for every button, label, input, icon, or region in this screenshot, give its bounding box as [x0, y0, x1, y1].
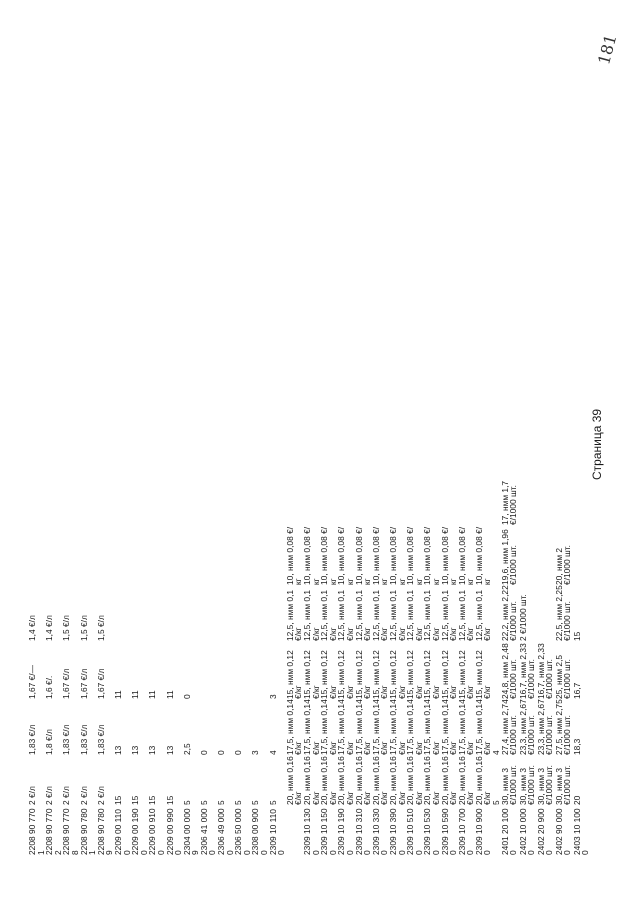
rate-cell: 12,5, нмм 0,1 €/кг [456, 589, 476, 641]
tariff-code-cell: 2208 90 780 9 [95, 808, 115, 855]
tariff-code-cell: 2308 00 900 0 [250, 808, 270, 855]
rate-cell: 16,7 [571, 682, 582, 699]
table-row [62, 175, 79, 855]
rate-cell: 2 €/л [61, 786, 72, 805]
rate-cell: 15, нмм 0,12 €/кг [319, 650, 338, 699]
rate-cell: 3 [250, 750, 261, 755]
rate-cell: 2 €/л [27, 786, 37, 805]
table-row [537, 175, 555, 855]
table-row [389, 175, 406, 855]
rate-cell: 2,5 [181, 743, 192, 755]
table-row [269, 175, 286, 855]
rate-cell: 12,5, нмм 0,1 €/кг [473, 589, 493, 641]
tariff-code-cell: 2306 41 000 0 [198, 808, 218, 855]
table-row [251, 175, 268, 855]
table-row [441, 175, 458, 855]
rate-cell: 1,6 €/. [44, 675, 55, 699]
rate-cell: 5 [267, 800, 278, 805]
rate-cell: 20, нмм 0,16 €/кг [422, 756, 441, 805]
rate-cell: 23,3, нмм 2,67 €/1000 шт. [517, 699, 537, 755]
tariff-code-cell: 2209 00 190 0 [130, 808, 149, 855]
rate-cell: 17,5, нмм 0,14 €/кг [353, 699, 373, 755]
rate-cell: 20, нмм 2 €/1000 шт. [553, 545, 573, 585]
tariff-code-cell: 2309 10 390 0 [387, 808, 407, 855]
table-row [183, 175, 200, 855]
rate-cell: 2 €/л [44, 786, 55, 805]
rate-cell: 3 [267, 694, 278, 699]
rate-cell: 1,67 €/л [78, 668, 89, 699]
rate-cell: 30, нмм 3 €/1000 шт. [499, 765, 519, 805]
rate-cell: 1,5 €/л [61, 615, 72, 641]
rate-cell: 20, нмм 0,16 €/кг [405, 756, 424, 805]
tariff-code-cell: 2309 10 900 0 [473, 808, 493, 855]
rate-cell: 30, нмм 3 €/1000 шт. [535, 765, 555, 805]
rate-cell: 10, нмм 0,08 €/кг [336, 526, 355, 585]
tariff-code-cell: 2309 10 590 0 [439, 808, 459, 855]
rate-cell: 17, нмм 1,7 €/1000 шт. [499, 480, 519, 525]
rate-cell: 12,5, нмм 0,1 €/кг [353, 589, 373, 641]
rate-cell: 5 [216, 800, 227, 805]
table-row [519, 175, 537, 855]
rate-cell: 15 [571, 631, 582, 641]
rate-cell: 15, нмм 0,12 €/кг [422, 650, 441, 699]
rate-cell: 16,7, нмм 2,33 €/1000 шт. [517, 643, 537, 699]
rate-cell: 22,5, нмм 2,25 €/1000 шт. [553, 585, 573, 641]
table-row [114, 175, 131, 855]
rate-cell: 12,5, нмм 0,1 €/кг [302, 589, 321, 641]
rate-cell: 10, нмм 0,08 €/кг [387, 526, 407, 585]
rate-cell: 11 [130, 690, 141, 699]
rate-cell: 27,5, нмм 2,75 €/1000 шт. [553, 699, 573, 755]
rate-cell: 12,5, нмм 0,1 €/кг [284, 589, 304, 641]
rate-cell: 10, нмм 0,08 €/кг [353, 526, 373, 585]
rate-cell: 1,4 €/л [44, 615, 55, 641]
tariff-code-cell: 2402 10 000 0 [517, 808, 537, 855]
rate-cell: 10, нмм 0,08 €/кг [422, 526, 441, 585]
rate-cell: 10, нмм 0,08 €/кг [405, 526, 424, 585]
rate-cell: 5 [233, 800, 244, 805]
rate-cell: 10, нмм 0,08 €/кг [284, 526, 304, 585]
rate-cell: 17,5, нмм 0,14 €/кг [439, 699, 459, 755]
rate-cell: 11 [147, 690, 158, 699]
rate-cell: 12,5, нмм 0,1 €/кг [370, 589, 390, 641]
table-row [97, 175, 114, 855]
rate-cell: 2 €/л [78, 786, 89, 805]
rate-cell: 0 [233, 750, 244, 755]
tariff-code-cell: 2402 90 000 0 [553, 808, 573, 855]
rate-cell: 1,4 €/л [27, 615, 37, 641]
rate-cell: 20, нмм 0,16 €/кг [353, 756, 373, 805]
rate-cell: 1,83 €/л [61, 724, 72, 755]
tariff-code-cell: 2208 90 780 1 [78, 808, 98, 855]
table-row [458, 175, 475, 855]
table-row [80, 175, 97, 855]
rate-cell: 12,5, нмм 0,1 €/кг [336, 589, 355, 641]
rate-cell: 15 [164, 795, 175, 805]
tariff-code-cell: 2309 10 130 0 [302, 808, 321, 855]
table-row [166, 175, 183, 855]
rate-cell: 30, нмм 3 €/1000 шт. [553, 765, 573, 805]
tariff-code-cell: 2208 90 770 2 [44, 808, 63, 855]
rate-cell: 15, нмм 0,12 €/кг [302, 650, 321, 699]
rate-cell: 1,83 €/л [95, 724, 106, 755]
tariff-code-cell: 2306 50 000 0 [233, 808, 252, 855]
rate-cell: 17,5, нмм 0,14 €/кг [284, 699, 304, 755]
rate-cell: 15, нмм 0,12 €/кг [439, 650, 459, 699]
tariff-code-cell: 2402 20 900 0 [535, 808, 555, 855]
handwritten-page-mark: 181 [594, 32, 621, 67]
table-row [555, 175, 573, 855]
tariff-code-cell: 2309 10 150 0 [319, 808, 338, 855]
rate-cell: 12,5, нмм 0,1 €/кг [439, 589, 459, 641]
rate-cell: 17,5, нмм 0,14 €/кг [319, 699, 338, 755]
rate-cell: 15, нмм 0,12 €/кг [353, 650, 373, 699]
table-row [28, 175, 45, 855]
rate-cell: 10, нмм 0,08 €/кг [456, 526, 476, 585]
rate-cell: 15, нмм 0,12 €/кг [456, 650, 476, 699]
rate-cell: 10, нмм 0,08 €/кг [473, 526, 493, 585]
table-row [320, 175, 337, 855]
rate-cell: 15 [130, 795, 141, 805]
tariff-code-cell: 2208 90 770 1 [27, 808, 46, 855]
table-row [475, 175, 492, 855]
table-row [286, 175, 303, 855]
rate-cell: 11 [112, 690, 123, 699]
rate-cell: 17,5, нмм 0,14 €/кг [422, 699, 441, 755]
rate-cell: 23,3, нмм 2,67 €/1000 шт. [535, 699, 555, 755]
rate-cell: 0 [198, 750, 209, 755]
rate-cell: 1,83 €/л [27, 724, 37, 755]
table-row [131, 175, 148, 855]
table-row [423, 175, 440, 855]
tariff-code-cell: 2209 00 110 0 [112, 809, 132, 855]
tariff-code-cell: 2309 10 110 0 [267, 809, 287, 855]
tariff-code-cell: 2309 10 700 0 [456, 808, 476, 855]
rate-cell: 20, нмм 0,16 €/кг [456, 756, 476, 805]
rate-cell: 20, нмм 0,16 €/кг [302, 756, 321, 805]
rate-cell: 4 [491, 750, 502, 755]
tariff-table [28, 175, 590, 855]
rate-cell: 12,5, нмм 0,1 €/кг [387, 589, 407, 641]
rate-cell: 10, нмм 0,08 €/кг [439, 526, 459, 585]
rate-cell: 5 [491, 800, 502, 805]
rate-cell: 1,8 €/л [44, 729, 55, 755]
rate-cell: 5 [181, 800, 192, 805]
rate-cell: 12,5, нмм 0,1 €/кг [319, 589, 338, 641]
rate-cell: 1,5 €/л [78, 615, 89, 641]
table-row [406, 175, 423, 855]
rate-cell: 15, нмм 0,12 €/кг [387, 650, 407, 699]
rate-cell: 17,5, нмм 0,14 €/кг [336, 699, 355, 755]
rate-cell: 2 €/1000 шт. [517, 594, 528, 641]
page-number: Страница 39 [590, 408, 604, 480]
rate-cell: 15, нмм 0,12 €/кг [405, 650, 424, 699]
tariff-code-cell: 2309 10 330 0 [370, 808, 390, 855]
rate-cell: 27,4, нмм 2,74 €/1000 шт. [499, 699, 519, 755]
tariff-code-cell: 2304 00 000 9 [181, 808, 201, 855]
rate-cell: 10, нмм 0,08 €/кг [319, 526, 338, 585]
table-row [355, 175, 372, 855]
tariff-code-cell: 2209 00 990 0 [164, 808, 184, 855]
rate-cell: 20, нмм 0,16 €/кг [370, 756, 390, 805]
tariff-code-cell: 2309 10 310 0 [353, 808, 373, 855]
table-row [501, 175, 519, 855]
rate-cell: 20, нмм 0,16 €/кг [387, 756, 407, 805]
rate-cell: 17,5, нмм 0,14 €/кг [302, 699, 321, 755]
rate-cell: 15 [147, 795, 158, 805]
rate-cell: 10, нмм 0,08 €/кг [370, 526, 390, 585]
rate-cell: 13 [130, 745, 141, 755]
table-row [217, 175, 234, 855]
rate-cell: 15 [112, 795, 123, 805]
rate-cell: 5 [198, 800, 209, 805]
tariff-code-cell: 2209 00 910 0 [147, 808, 166, 855]
rate-cell: 10, нмм 0,08 €/кг [302, 526, 321, 585]
rate-cell: 1,5 €/л [95, 615, 106, 641]
rate-cell: 16,7, нмм 2,33 €/1000 шт. [535, 643, 555, 699]
rate-cell: 30, нмм 3 €/1000 шт. [517, 765, 537, 805]
rate-cell: 0 [216, 750, 227, 755]
rate-cell: 12,5, нмм 0,1 €/кг [422, 589, 441, 641]
rate-cell: 18,3 [571, 738, 582, 755]
tariff-code-cell: 2306 49 000 0 [216, 808, 235, 855]
rate-cell: 17,5, нмм 0,14 €/кг [387, 699, 407, 755]
rate-cell: 1,67 €/— [27, 665, 37, 699]
rate-cell: 15, нмм 0,12 €/кг [336, 650, 355, 699]
rate-cell: 17,5, нмм 0,14 €/кг [473, 699, 493, 755]
table-row [303, 175, 320, 855]
rate-cell: 11 [164, 690, 175, 699]
rate-cell: 5 [250, 800, 261, 805]
rate-cell: 4 [267, 750, 278, 755]
rate-cell: 1,67 €/л [61, 668, 72, 699]
tariff-code-cell: 2403 10 100 0 [571, 808, 591, 855]
tariff-code-cell: 2309 10 510 0 [405, 808, 424, 855]
table-row [337, 175, 354, 855]
rate-cell: 24,8, нмм 2,48 €/1000 шт. [499, 643, 519, 699]
rate-cell: 12,5, нмм 0,1 €/кг [405, 589, 424, 641]
table-row [45, 175, 62, 855]
rate-cell: 0 [181, 694, 192, 699]
rate-cell: 15, нмм 0,12 €/кг [284, 650, 304, 699]
tariff-code-cell: 2309 10 190 0 [336, 808, 355, 855]
rate-cell: 25, нмм 2,5 €/1000 шт. [553, 654, 573, 699]
tariff-code-cell: 2208 90 770 8 [61, 808, 80, 855]
rate-cell: 17,5, нмм 0,14 €/кг [370, 699, 390, 755]
rate-cell: 1,83 €/л [78, 724, 89, 755]
table-row [234, 175, 251, 855]
rate-cell: 2 €/л [95, 786, 106, 805]
rate-cell: 1,67 €/л [95, 668, 106, 699]
rate-cell: 13 [112, 745, 123, 755]
rate-cell: 17,5, нмм 0,14 €/кг [405, 699, 424, 755]
rate-cell: 13 [147, 745, 158, 755]
rate-cell: 20, нмм 0,16 €/кг [336, 756, 355, 805]
rate-cell: 15, нмм 0,12 €/кг [473, 650, 493, 699]
rate-cell: 22,2, нмм 2,22 €/1000 шт. [499, 585, 519, 641]
tariff-code-cell: 2309 10 530 0 [422, 808, 441, 855]
rate-cell: 20, нмм 0,16 €/кг [473, 756, 493, 805]
table-row [372, 175, 389, 855]
table-row [148, 175, 165, 855]
rate-cell: 20, нмм 0,16 €/кг [284, 756, 304, 805]
table-row [573, 175, 590, 855]
rate-cell: 17,5, нмм 0,14 €/кг [456, 699, 476, 755]
rate-cell: 20, нмм 0,16 €/кг [319, 756, 338, 805]
rate-cell: 19,6, нмм 1,96 €/1000 шт. [499, 529, 519, 585]
rate-cell: 20, нмм 0,16 €/кг [439, 756, 459, 805]
rate-cell: 15, нмм 0,12 €/кг [370, 650, 390, 699]
rate-cell: 13 [164, 745, 175, 755]
table-row [200, 175, 217, 855]
rate-cell: 20 [571, 795, 582, 805]
tariff-code-cell: 2401 20 100 0 [499, 808, 519, 855]
